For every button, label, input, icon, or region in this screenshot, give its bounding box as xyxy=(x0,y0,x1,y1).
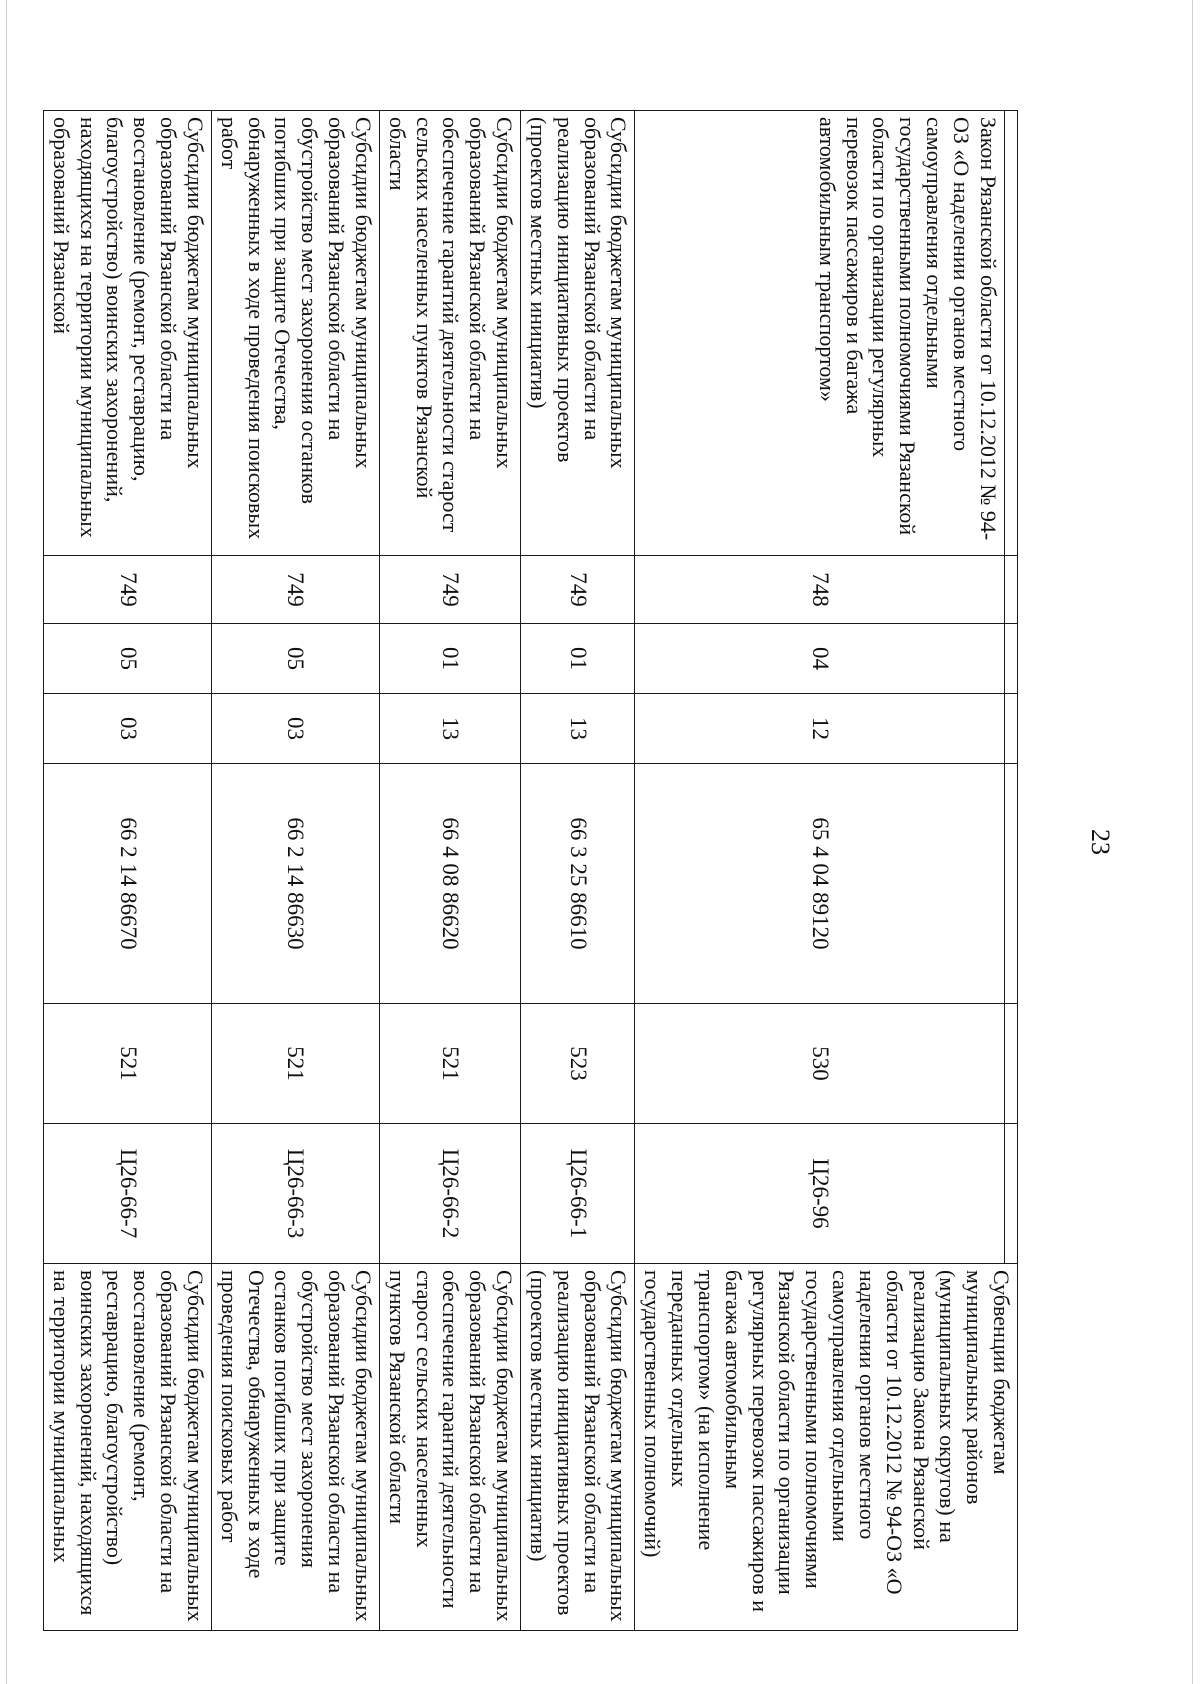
cell-description: Субсидии бюджетам муниципальных образований Рязанской области на восстановление (ремонт, реставрацию, благоустройство) воинских захоронений, находящихся на территории муниципальных xyxy=(44,1264,212,1631)
cell-section: 01 xyxy=(521,624,635,694)
cell-subsection: 12 xyxy=(635,694,1004,764)
cell-name: Субсидии бюджетам муниципальных образований Рязанской области на восстановление (ремонт, реставрацию, благоустройство) воинских захоронений, находящихся на территории муниципальных образований Рязанской xyxy=(44,111,212,556)
cell-section: 01 xyxy=(379,624,520,694)
table-row xyxy=(1004,111,1017,1631)
cell-target-article: 66 2 14 86630 xyxy=(211,764,379,1004)
cell-code: 749 xyxy=(521,556,635,624)
cell-expense-type: 530 xyxy=(635,1004,1004,1124)
cell-target-article: 66 4 08 86620 xyxy=(379,764,520,1004)
cell-purpose-code xyxy=(1004,1124,1017,1264)
cell-target-article: 65 4 04 89120 xyxy=(635,764,1004,1004)
cell-description: Субсидии бюджетам муниципальных образований Рязанской области на обеспечение гарантий деятельности старост сельских населенных пунктов Рязанской области xyxy=(379,1264,520,1631)
cell-expense-type: 521 xyxy=(379,1004,520,1124)
cell-expense-type: 523 xyxy=(521,1004,635,1124)
cell-expense-type: 521 xyxy=(44,1004,212,1124)
cell-subsection: 13 xyxy=(521,694,635,764)
cell-purpose-code: Ц26-66-2 xyxy=(379,1124,520,1264)
scan-edge-right xyxy=(1192,0,1193,1684)
cell-subsection: 13 xyxy=(379,694,520,764)
table-row xyxy=(211,111,379,1631)
cell-subsection: 03 xyxy=(44,694,212,764)
cell-code: 749 xyxy=(379,556,520,624)
cell-purpose-code: Ц26-66-3 xyxy=(211,1124,379,1264)
table-row xyxy=(521,111,635,1631)
rotated-table-container xyxy=(48,110,1018,1630)
table-row xyxy=(44,111,212,1631)
cell-section xyxy=(1004,624,1017,694)
cell-code: 749 xyxy=(44,556,212,624)
budget-classification-table xyxy=(43,110,1018,1631)
cell-subsection: 03 xyxy=(211,694,379,764)
cell-section: 05 xyxy=(211,624,379,694)
cell-code: 748 xyxy=(635,556,1004,624)
cell-name: Субсидии бюджетам муниципальных образований Рязанской области на обустройство мест захоронения останков погибших при защите Отечества, обнаруженных в ходе проведения поисковых работ xyxy=(211,111,379,556)
cell-description: Субвенции бюджетам муниципальных районов (муниципальных округов) на реализацию Закона Рязанской области от 10.12.2012 № 94-ОЗ «О наделении органов местного самоуправления отдельными государственными полномочиями Рязанской области по организации регулярных перевозок пассажиров и багажа автомобильным транспортом» (на исполнение переданных отдельных государственных полномочий) xyxy=(635,1264,1018,1631)
page-number: 23 xyxy=(1086,829,1115,855)
cell-target-article xyxy=(1004,764,1017,1004)
cell-section: 04 xyxy=(635,624,1004,694)
cell-code xyxy=(1004,556,1017,624)
cell-target-article: 66 2 14 86670 xyxy=(44,764,212,1004)
cell-description: Субсидии бюджетам муниципальных образований Рязанской области на обустройство мест захоронения останков погибших при защите Отечества, обнаруженных в ходе проведения поисковых работ xyxy=(211,1264,379,1631)
scan-edge-left xyxy=(6,0,7,1684)
cell-name: Субсидии бюджетам муниципальных образований Рязанской области на обеспечение гарантий деятельности старост сельских населенных пунктов Рязанской области xyxy=(379,111,520,556)
cell-name: Субсидии бюджетам муниципальных образований Рязанской области на реализацию инициативных проектов (проектов местных инициатив) xyxy=(521,111,635,556)
cell-code: 749 xyxy=(211,556,379,624)
cell-expense-type: 521 xyxy=(211,1004,379,1124)
cell-section: 05 xyxy=(44,624,212,694)
cell-purpose-code: Ц26-66-1 xyxy=(521,1124,635,1264)
cell-purpose-code: Ц26-66-7 xyxy=(44,1124,212,1264)
cell-name xyxy=(1004,111,1017,556)
cell-purpose-code: Ц26-96 xyxy=(635,1124,1004,1264)
cell-subsection xyxy=(1004,694,1017,764)
cell-target-article: 66 3 25 86610 xyxy=(521,764,635,1004)
cell-name: Закон Рязанской области от 10.12.2012 № 94-ОЗ «О наделении органов местного самоуправления отдельными государственными полномочиями Рязанской области по организации регулярных перевозок пассажиров и багажа автомобильным транспортом» xyxy=(635,111,1004,556)
cell-description: Субсидии бюджетам муниципальных образований Рязанской области на реализацию инициативных проектов (проектов местных инициатив) xyxy=(521,1264,635,1631)
cell-expense-type xyxy=(1004,1004,1017,1124)
table-row xyxy=(379,111,520,1631)
